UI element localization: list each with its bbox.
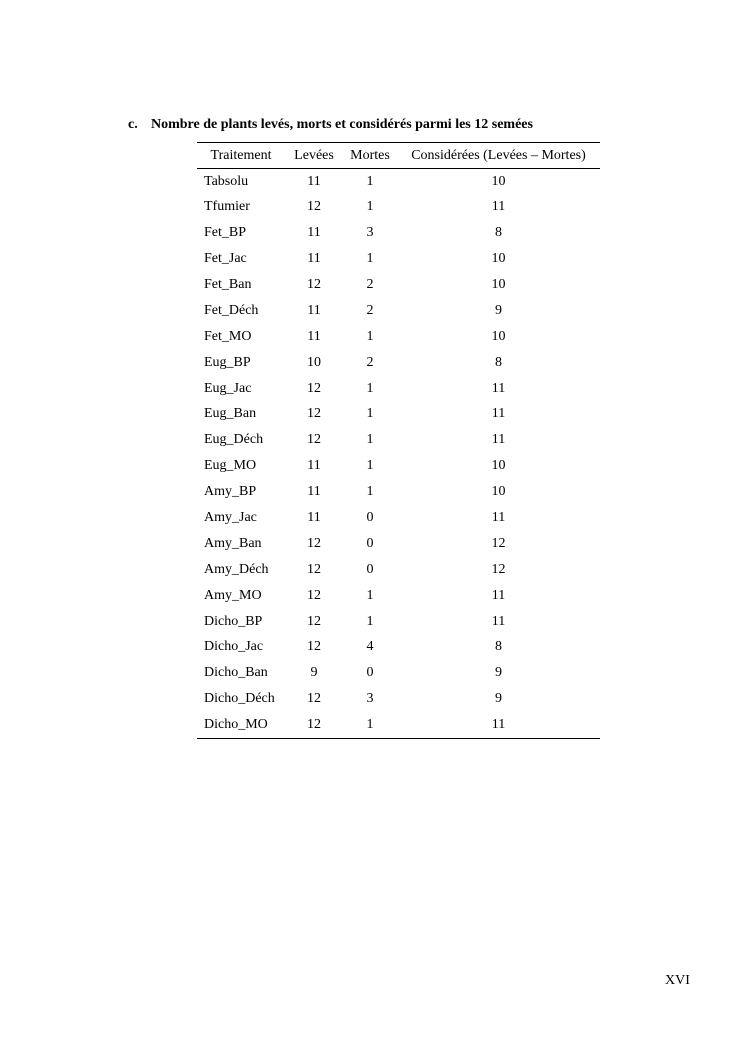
cell-considerees: 12 — [491, 561, 506, 577]
cell-mortes: 1 — [366, 328, 374, 344]
table-row — [197, 531, 600, 557]
cell-traitement: Dicho_MO — [204, 716, 268, 732]
cell-considerees: 9 — [495, 302, 502, 318]
cell-traitement: Amy_Déch — [204, 561, 269, 577]
header-levees: Levées — [294, 147, 334, 163]
cell-mortes: 1 — [366, 406, 374, 422]
cell-traitement: Eug_Jac — [204, 380, 252, 396]
cell-levees: 12 — [307, 380, 321, 396]
cell-considerees: 11 — [491, 380, 506, 396]
cell-considerees: 10 — [491, 277, 506, 292]
cell-mortes: 1 — [366, 432, 374, 448]
cell-levees: 11 — [307, 225, 321, 241]
cell-considerees: 11 — [491, 587, 506, 603]
cell-levees: 9 — [310, 665, 318, 681]
section-title: Nombre de plants levés, morts et considérés parmi les 12 semées — [151, 117, 533, 132]
cell-traitement: Fet_BP — [204, 225, 247, 241]
cell-considerees: 8 — [495, 354, 502, 370]
cell-mortes: 3 — [366, 225, 374, 241]
cell-mortes: 1 — [366, 380, 374, 396]
cell-levees: 12 — [307, 199, 321, 215]
cell-mortes: 0 — [366, 561, 374, 577]
section-heading — [128, 117, 533, 133]
cell-considerees: 11 — [491, 510, 506, 526]
plants-table-container — [197, 142, 600, 739]
page-number: XVI — [665, 973, 690, 988]
cell-considerees: 12 — [491, 535, 506, 551]
table-header — [197, 143, 600, 169]
cell-levees: 12 — [307, 277, 321, 292]
cell-considerees: 8 — [495, 225, 502, 241]
cell-traitement: Fet_Ban — [204, 277, 252, 292]
cell-mortes: 1 — [366, 458, 374, 474]
table-row — [197, 505, 600, 531]
cell-mortes: 1 — [366, 173, 374, 189]
table-row — [197, 712, 600, 738]
cell-traitement: Dicho_Ban — [204, 665, 268, 681]
table-row — [197, 402, 600, 428]
table-row — [197, 609, 600, 635]
cell-mortes: 0 — [366, 535, 374, 551]
table-row — [197, 583, 600, 609]
table-row — [197, 324, 600, 350]
table-row — [197, 479, 600, 505]
cell-traitement: Amy_BP — [204, 484, 257, 500]
table-row — [197, 220, 600, 246]
table-row — [197, 427, 600, 453]
cell-traitement: Fet_Déch — [204, 302, 259, 318]
cell-considerees: 9 — [495, 691, 502, 707]
table-row — [197, 635, 600, 661]
section-letter: c. — [128, 117, 138, 132]
cell-traitement: Eug_BP — [204, 354, 251, 370]
cell-mortes: 1 — [366, 251, 374, 267]
cell-levees: 11 — [307, 302, 321, 318]
cell-traitement: Tabsolu — [204, 173, 249, 189]
header-mortes: Mortes — [350, 147, 390, 163]
plants-table — [197, 142, 600, 739]
cell-levees: 11 — [307, 173, 321, 189]
cell-levees: 12 — [307, 613, 321, 629]
header-considerees: Considérées (Levées – Mortes) — [411, 147, 586, 163]
cell-mortes: 1 — [366, 587, 374, 603]
cell-considerees: 10 — [491, 173, 506, 189]
cell-mortes: 0 — [366, 665, 374, 681]
cell-mortes: 1 — [366, 199, 374, 215]
cell-mortes: 2 — [366, 302, 374, 318]
cell-traitement: Amy_MO — [204, 587, 262, 603]
cell-levees: 11 — [307, 510, 321, 526]
cell-traitement: Eug_MO — [204, 458, 257, 474]
cell-mortes: 3 — [366, 691, 374, 707]
cell-traitement: Eug_Déch — [204, 432, 264, 448]
cell-mortes: 1 — [366, 484, 374, 500]
cell-levees: 12 — [307, 639, 321, 655]
cell-considerees: 10 — [491, 328, 506, 344]
cell-traitement: Fet_MO — [204, 328, 252, 344]
table-row — [197, 376, 600, 402]
cell-traitement: Tfumier — [204, 199, 250, 215]
table-body — [197, 169, 600, 739]
cell-levees: 12 — [307, 561, 321, 577]
table-header-row — [197, 143, 600, 169]
cell-levees: 12 — [307, 406, 321, 422]
cell-considerees: 8 — [495, 639, 502, 655]
cell-mortes: 1 — [366, 613, 374, 629]
cell-traitement: Fet_Jac — [204, 251, 247, 267]
cell-mortes: 2 — [366, 277, 374, 292]
cell-levees: 11 — [307, 328, 321, 344]
cell-traitement: Dicho_Déch — [204, 691, 275, 707]
cell-mortes: 1 — [366, 716, 374, 732]
cell-traitement: Dicho_BP — [204, 613, 263, 629]
table-row — [197, 169, 600, 195]
table-row — [197, 194, 600, 220]
cell-considerees: 10 — [491, 251, 506, 267]
cell-levees: 12 — [307, 691, 321, 707]
table-row — [197, 660, 600, 686]
cell-levees: 11 — [307, 251, 321, 267]
cell-considerees: 9 — [495, 665, 502, 681]
cell-levees: 10 — [307, 354, 321, 370]
cell-considerees: 11 — [491, 613, 506, 629]
table-row — [197, 298, 600, 324]
cell-levees: 12 — [307, 535, 321, 551]
cell-levees: 12 — [307, 587, 321, 603]
cell-considerees: 11 — [491, 199, 506, 215]
cell-considerees: 10 — [491, 458, 506, 474]
cell-considerees: 11 — [491, 432, 506, 448]
table-row — [197, 557, 600, 583]
table-row — [197, 272, 600, 298]
cell-considerees: 11 — [491, 716, 506, 732]
cell-levees: 12 — [307, 716, 321, 732]
cell-mortes: 2 — [366, 354, 374, 370]
cell-levees: 12 — [307, 432, 321, 448]
header-traitement: Traitement — [210, 147, 272, 163]
cell-traitement: Amy_Ban — [204, 535, 262, 551]
table-row — [197, 246, 600, 272]
cell-traitement: Eug_Ban — [204, 406, 257, 422]
table-row — [197, 453, 600, 479]
cell-levees: 11 — [307, 458, 321, 474]
cell-levees: 11 — [307, 484, 321, 500]
cell-mortes: 4 — [366, 639, 374, 655]
table-row — [197, 350, 600, 376]
cell-traitement: Dicho_Jac — [204, 639, 264, 655]
cell-traitement: Amy_Jac — [204, 510, 257, 526]
cell-considerees: 10 — [491, 484, 506, 500]
cell-considerees: 11 — [491, 406, 506, 422]
table-row — [197, 686, 600, 712]
cell-mortes: 0 — [366, 510, 374, 526]
